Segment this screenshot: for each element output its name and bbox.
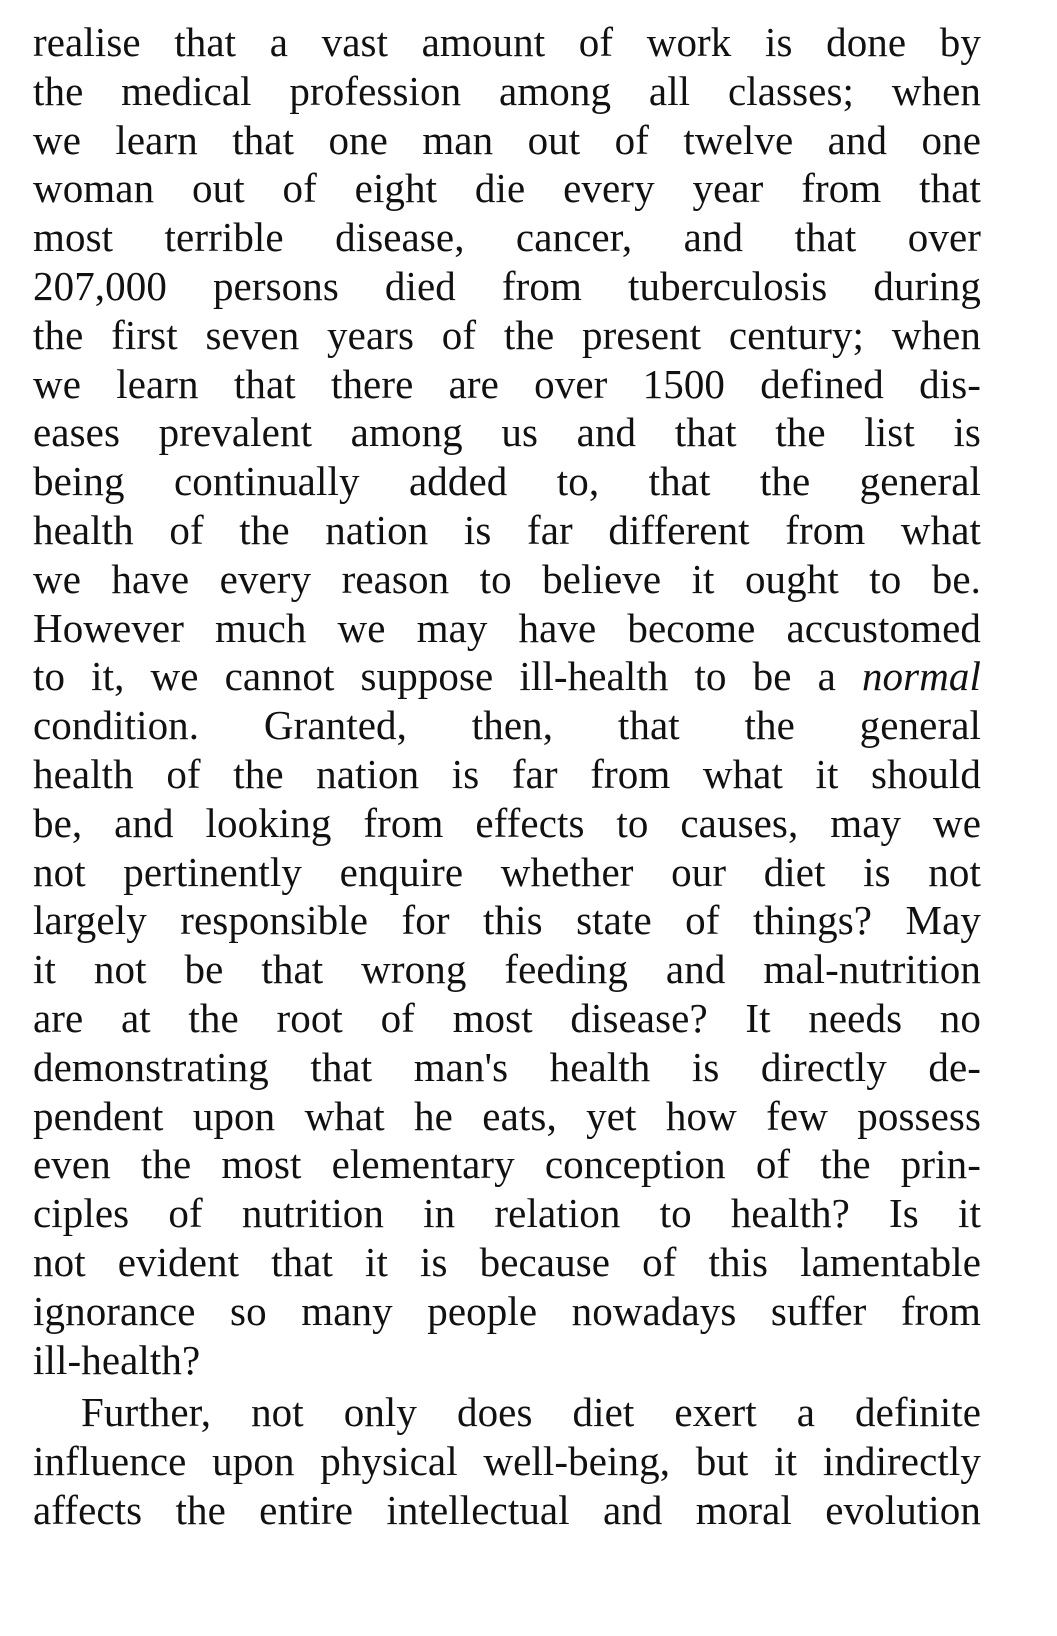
text-line: eases prevalent among us and that the list is [33, 409, 981, 456]
text-line: be, and looking from effects to causes, may we [33, 799, 981, 846]
text-line: being continually added to, that the general [33, 458, 981, 505]
text-line: health of the nation is far different from what [33, 506, 981, 553]
text-line: we learn that one man out of twelve and one [33, 116, 981, 163]
text-line: condition. Granted, then, that the general [33, 702, 981, 749]
text-line: Further, not only does diet exert a definite [81, 1389, 981, 1436]
text-line: influence upon physical well-being, but it indirectly [33, 1438, 981, 1485]
text-line: ill-health? [33, 1336, 201, 1383]
text-line: ignorance so many people nowadays suffer from [33, 1287, 981, 1334]
text-line: it not be that wrong feeding and mal-nutrition [33, 946, 981, 993]
text-line: not evident that it is because of this lamentable [33, 1238, 981, 1285]
text-line: we learn that there are over 1500 defined dis- [33, 360, 981, 407]
emphasized-word: normal [861, 653, 981, 700]
text-line: 207,000 persons died from tuberculosis during [33, 262, 981, 309]
text-line: woman out of eight die every year from that [33, 165, 981, 212]
paragraph-1 [33, 18, 981, 1384]
text-line: the medical profession among all classes; when [33, 67, 981, 114]
text-line: are at the root of most disease? It needs no [33, 994, 981, 1041]
text-line: the first seven years of the present century; when [33, 311, 981, 358]
text-line: demonstrating that man's health is directly de- [33, 1043, 981, 1090]
text-line: realise that a vast amount of work is done by [33, 19, 981, 65]
text-line: we have every reason to believe it ought to be. [33, 555, 981, 602]
text-line-start: to it, we cannot suppose ill-health to be a [33, 653, 836, 700]
text-line: largely responsible for this state of things? May [33, 897, 981, 944]
text-line: pendent upon what he eats, yet how few possess [33, 1092, 981, 1139]
text-line: However much we may have become accustomed [33, 604, 981, 651]
text-line-with-emphasis [33, 652, 981, 701]
text-line: ciples of nutrition in relation to health? Is it [33, 1190, 981, 1237]
text-line: health of the nation is far from what it should [33, 750, 981, 797]
book-page [33, 18, 981, 1535]
text-line: most terrible disease, cancer, and that over [33, 214, 981, 261]
text-line: affects the entire intellectual and moral evolution [33, 1486, 981, 1533]
text-line: even the most elementary conception of the prin- [33, 1141, 981, 1188]
text-line: not pertinently enquire whether our diet is not [33, 848, 981, 895]
paragraph-2 [33, 1388, 981, 1534]
